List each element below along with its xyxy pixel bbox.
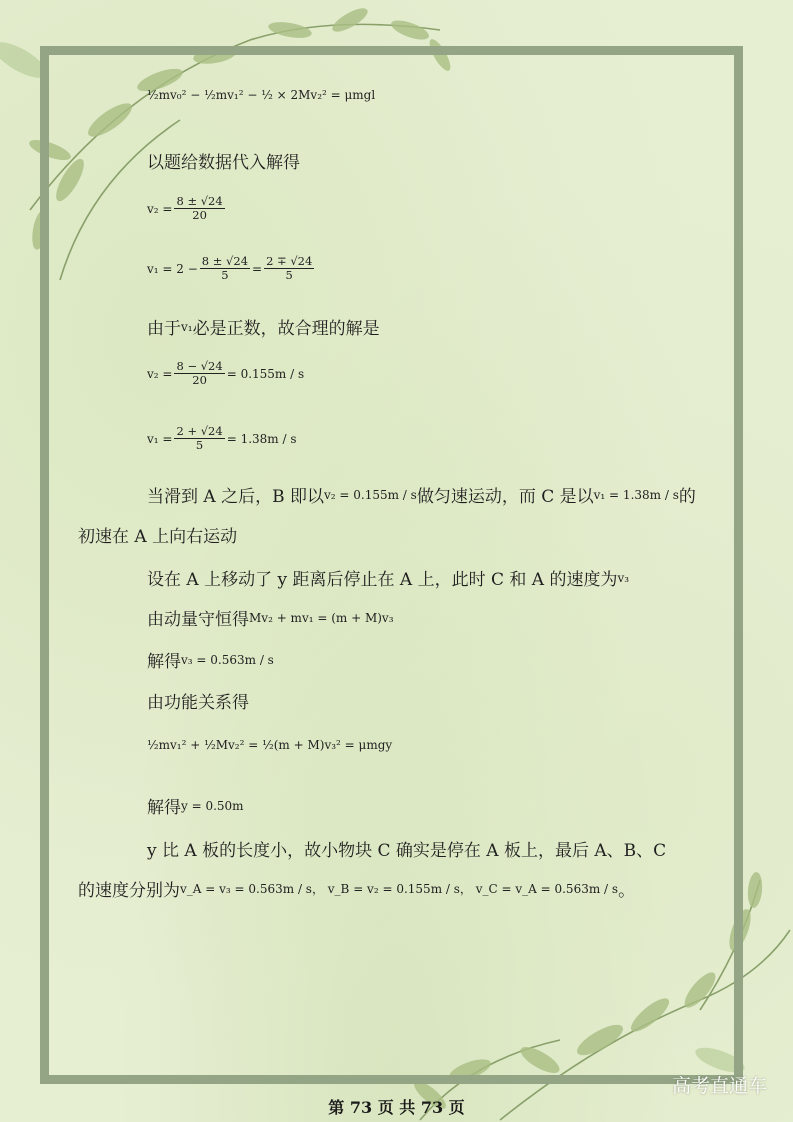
watermark-logo: 高考直通车 (671, 1075, 767, 1097)
text-positive-root: 由于v₁必是正数，故合理的解是 (147, 319, 380, 339)
text-y-result: 解得y = 0.50m (147, 798, 244, 818)
equation-v1-general: v₁ = 2 − $\frac{8 \pm √24}{5}$ = $\frac{2 \mp √24}{5}$ (147, 254, 313, 282)
equation-v1-solution: v₁ = $\frac{2 + √24}{5}$ = 1.38m / s (147, 424, 297, 452)
text-v3-result: 解得v₃ = 0.563m / s (147, 652, 274, 672)
text-substitute: 以题给数据代入解得 (147, 153, 300, 173)
equation-energy-loss: ½mv₀² − ½mv₁² − ½ × 2Mv₂² = μmgl (147, 88, 376, 102)
equation-energy: ½mv₁² + ½Mv₂² = ½(m + M)v₃² = μmgy (147, 738, 393, 752)
text-slide-line2: 初速在 A 上向右运动 (78, 527, 238, 547)
text-move-distance: 设在 A 上移动了 y 距离后停止在 A 上，此时 C 和 A 的速度为v₃ (147, 570, 630, 590)
text-momentum: 由动量守恒得Mv₂ + mv₁ = (m + M)v₃ (147, 610, 394, 630)
equation-v2-general: v₂ = $\frac{8 \pm √24}{20}$ (147, 194, 223, 222)
page-number-footer: 第 73 页 共 73 页 (328, 1098, 465, 1117)
text-slide-line1: 当滑到 A 之后，B 即以v₂ = 0.155m / s做匀速运动，而 C 是以v₁ = 1.38m / s的 (147, 487, 696, 507)
text-energy-relation: 由功能关系得 (147, 693, 249, 713)
text-final-line2: 的速度分别为v_A = v₃ = 0.563m / s， v_B = v₂ = 0.155m / s， v_C = v_A = 0.563m / s。 (78, 881, 636, 901)
text-final-line1: y 比 A 板的长度小，故小物块 C 确实是停在 A 板上，最后 A、B、C (147, 841, 667, 861)
equation-v2-solution: v₂ = $\frac{8 - √24}{20}$ = 0.155m / s (147, 359, 305, 387)
